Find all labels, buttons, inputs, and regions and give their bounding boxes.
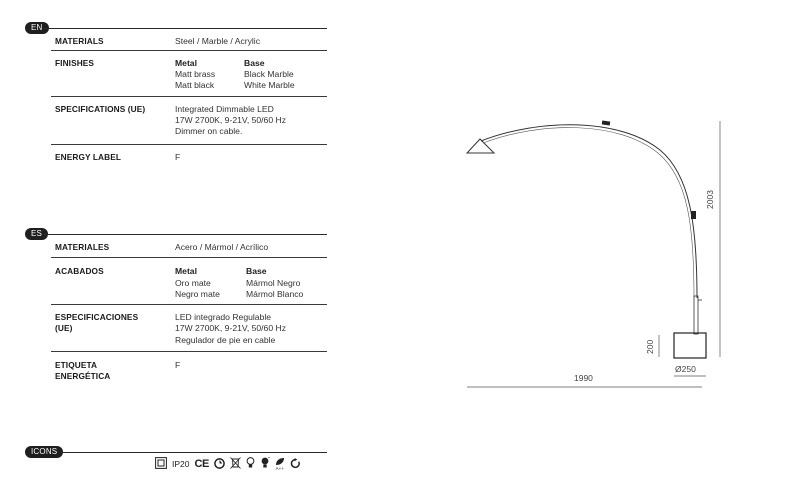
icons-tag: ICONS [25,446,63,458]
lang-tag-es: ES [25,228,48,240]
lang-tag-en: EN [25,22,49,34]
lamp-shade [467,139,494,153]
finish-metal-item: Oro mate [175,278,211,288]
finish-metal-item: Negro mate [175,289,220,299]
specifications-label: SPECIFICATIONS (UE) [55,104,146,114]
energy-label-value: F [175,152,181,162]
spec-line: 17W 2700K, 9-21V, 50/60 Hz [175,115,286,125]
lamp-stem [694,296,698,334]
spec-line: Dimmer on cable. [175,126,243,136]
spec-line: 17W 2700K, 9-21V, 50/60 Hz [175,323,286,333]
acabados-label: ACABADOS [55,266,104,276]
etiqueta-label: ETIQUETA [55,360,98,370]
finish-metal-item: Matt black [175,80,215,90]
height-dimension: 2003 [705,190,715,209]
energy-class-text: A++ [275,465,284,471]
base-diameter-dimension: Ø250 [675,364,696,374]
finishes-label: FINISHES [55,58,95,68]
spec-line: Integrated Dimmable LED [175,104,274,114]
spec-line: Regulador de pie en cable [175,335,276,345]
arc-joint [691,211,696,219]
ip20-icon: IP20 [172,459,190,469]
etiqueta-value: F [175,360,181,370]
finish-metal-heading: Metal [175,58,197,68]
finish-metal-item: Matt brass [175,69,216,79]
spec-line: LED integrado Regulable [175,312,272,322]
materials-value: Steel / Marble / Acrylic [175,36,261,46]
reach-dimension: 1990 [574,373,593,383]
finish-base-item: Black Marble [244,69,294,79]
finish-base-item: Mármol Blanco [246,289,304,299]
energy-label-label: ENERGY LABEL [55,152,122,162]
ce-icon: CE [194,458,209,470]
finish-base-item: White Marble [244,80,295,90]
lamp-base [674,333,706,358]
base-height-dimension: 200 [645,339,655,354]
materiales-value: Acero / Mármol / Acrílico [175,242,269,252]
etiqueta-label-2: ENERGÉTICA [55,371,111,381]
especificaciones-label: ESPECIFICACIONES [55,312,139,322]
lamp-arc-arm [481,125,697,298]
finish-base-heading: Base [246,266,267,276]
especificaciones-label-2: (UE) [55,323,73,333]
finish-base-heading: Base [244,58,265,68]
materiales-label: MATERIALES [55,242,110,252]
finish-metal-heading: Metal [175,266,197,276]
arc-joint [602,120,610,125]
finish-base-item: Mármol Negro [246,278,301,288]
materials-label: MATERIALS [55,36,104,46]
